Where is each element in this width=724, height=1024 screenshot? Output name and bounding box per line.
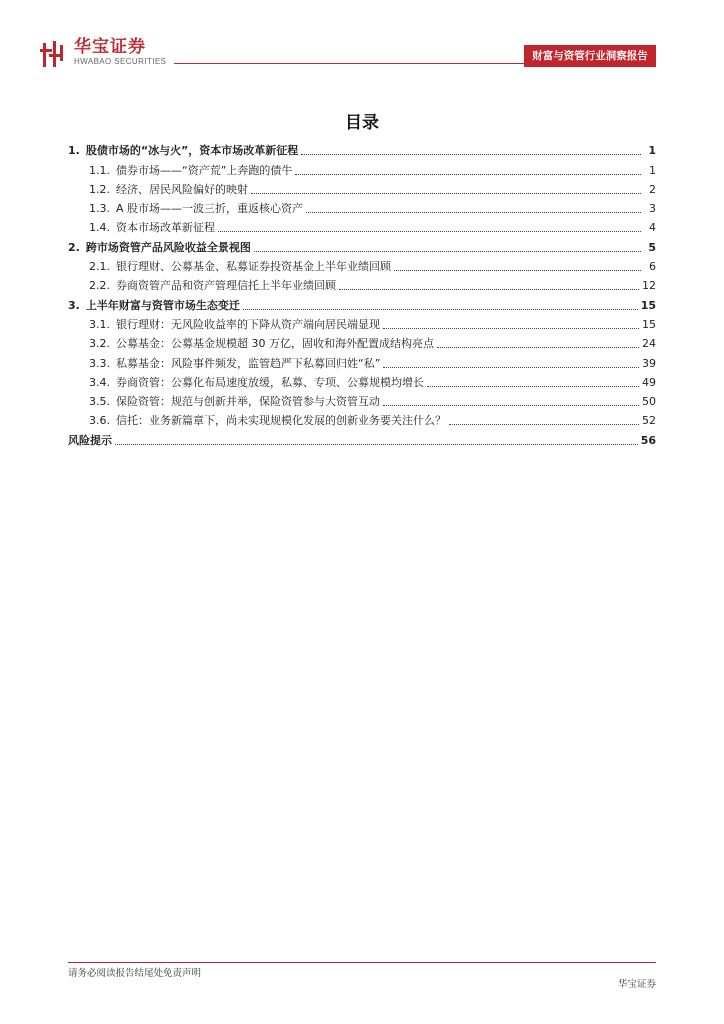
toc-entry-page: 6	[649, 260, 656, 274]
toc-leader-dots	[383, 367, 639, 368]
toc-entry-page: 15	[642, 317, 656, 331]
toc-entry-number: 2.1.	[89, 260, 110, 274]
toc-entry-number: 3.4.	[89, 375, 110, 389]
toc-entry[interactable]	[68, 314, 656, 333]
toc-title: 目录	[345, 113, 379, 133]
table-of-contents	[68, 140, 656, 449]
toc-leader-dots	[251, 193, 641, 194]
toc-entry-page: 24	[642, 337, 656, 351]
toc-leader-dots	[218, 231, 641, 232]
toc-leader-dots	[254, 251, 641, 252]
toc-entry[interactable]	[68, 391, 656, 410]
toc-entry[interactable]	[68, 410, 656, 429]
toc-entry[interactable]	[68, 275, 656, 294]
toc-entry-page: 5	[648, 240, 656, 254]
toc-entry-title: 券商资管产品和资产管理信托上半年业绩回顾	[116, 279, 336, 293]
page-header	[40, 35, 656, 69]
toc-entry-page: 52	[642, 414, 656, 428]
toc-entry[interactable]	[68, 333, 656, 352]
toc-entry-number: 1.2.	[89, 182, 110, 196]
toc-leader-dots	[339, 289, 639, 290]
toc-entry-title: 债券市场——“资产荒”上奔跑的债牛	[116, 163, 293, 177]
toc-entry-number: 3.5.	[89, 395, 110, 409]
brand-name-en: HWABAO SECURITIES	[74, 57, 167, 66]
toc-leader-dots	[383, 328, 639, 329]
brand-name-cn: 华宝证券	[74, 37, 146, 57]
toc-entry-page: 50	[642, 395, 656, 409]
toc-entry-title: A 股市场——一波三折，重返核心资产	[116, 202, 304, 216]
toc-entry[interactable]	[68, 179, 656, 198]
toc-entry[interactable]	[68, 236, 656, 255]
toc-entry-page: 39	[642, 356, 656, 370]
toc-leader-dots	[115, 444, 638, 445]
toc-entry-title: 跨市场资管产品风险收益全景视图	[85, 240, 251, 254]
report-type-tag: 财富与资管行业洞察报告	[524, 45, 656, 67]
toc-entry[interactable]	[68, 140, 656, 159]
toc-entry-title: 信托：业务新篇章下，尚未实现规模化发展的创新业务要关注什么？	[116, 414, 446, 428]
toc-leader-dots	[383, 405, 639, 406]
toc-entry-number: 1.4.	[89, 221, 110, 235]
toc-entry-number: 1.1.	[89, 163, 110, 177]
toc-entry-page: 3	[649, 202, 656, 216]
footer-divider	[68, 962, 656, 963]
toc-entry-number: 3.2.	[89, 337, 110, 351]
toc-entry[interactable]	[68, 372, 656, 391]
toc-leader-dots	[449, 424, 639, 425]
toc-entry-title: 风险提示	[68, 433, 112, 447]
toc-entry-number: 3.6.	[89, 414, 110, 428]
toc-entry[interactable]	[68, 198, 656, 217]
toc-entry[interactable]	[68, 294, 656, 313]
toc-leader-dots	[306, 212, 641, 213]
toc-entry-page: 1	[649, 163, 656, 177]
toc-entry[interactable]	[68, 217, 656, 236]
toc-leader-dots	[394, 270, 641, 271]
toc-entry[interactable]	[68, 429, 656, 448]
toc-entry[interactable]	[68, 256, 656, 275]
toc-entry-number: 2.2.	[89, 279, 110, 293]
toc-entry-page: 15	[640, 298, 656, 312]
toc-entry-title: 私募基金：风险事件频发，监管趋严下私募回归姓“私”	[116, 356, 381, 370]
header-divider	[174, 63, 562, 64]
toc-entry-page: 4	[649, 221, 656, 235]
toc-leader-dots	[437, 347, 639, 348]
toc-entry-page: 1	[648, 144, 656, 158]
toc-leader-dots	[243, 309, 638, 310]
toc-entry-number: 2.	[68, 240, 80, 254]
toc-entry-number: 3.1.	[89, 317, 110, 331]
toc-entry-title: 股债市场的“冰与火”，资本市场改革新征程	[85, 144, 299, 158]
hwabao-logo-icon	[40, 39, 70, 69]
toc-entry-title: 上半年财富与资管市场生态变迁	[85, 298, 240, 312]
footer-company: 华宝证券	[617, 979, 656, 990]
toc-entry-title: 银行理财：无风险收益率的下降从资产端向居民端显现	[116, 317, 380, 331]
toc-entry-title: 保险资管：规范与创新并举，保险资管参与大资管互动	[116, 395, 380, 409]
toc-entry-title: 银行理财、公募基金、私募证券投资基金上半年业绩回顾	[116, 260, 391, 274]
toc-entry-number: 1.	[68, 144, 80, 158]
toc-leader-dots	[301, 154, 641, 155]
toc-entry[interactable]	[68, 159, 656, 178]
toc-entry-page: 56	[640, 433, 656, 447]
toc-entry-number: 1.3.	[89, 202, 110, 216]
toc-entry-page: 2	[649, 182, 656, 196]
toc-leader-dots	[295, 174, 641, 175]
toc-entry[interactable]	[68, 352, 656, 371]
footer-disclaimer: 请务必阅读报告结尾处免责声明	[68, 968, 202, 979]
toc-entry-number: 3.	[68, 298, 80, 312]
toc-entry-page: 12	[642, 279, 656, 293]
toc-entry-title: 券商资管：公募化布局速度放缓，私募、专项、公募规模均增长	[116, 375, 424, 389]
toc-entry-title: 公募基金：公募基金规模超 30 万亿，固收和海外配置成结构亮点	[116, 337, 434, 351]
toc-entry-page: 49	[642, 375, 656, 389]
toc-entry-title: 经济、居民风险偏好的映射	[116, 182, 248, 196]
toc-leader-dots	[427, 386, 639, 387]
toc-entry-title: 资本市场改革新征程	[116, 221, 215, 235]
toc-entry-number: 3.3.	[89, 356, 110, 370]
